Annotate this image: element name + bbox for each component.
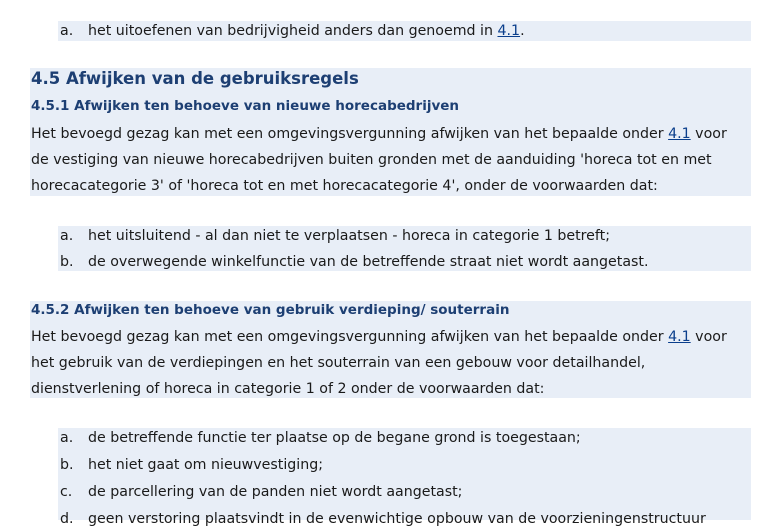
- paragraph-line: [31, 121, 727, 148]
- list-text: de betreffende functie ter plaatse op de begane grond is toegestaan;: [88, 430, 581, 446]
- article-link-4-1[interactable]: 4.1: [668, 329, 691, 345]
- paragraph-text: Het bevoegd gezag kan met een omgevingsvergunning afwijken van het bepaalde onder: [31, 329, 669, 345]
- list-item: [60, 252, 649, 272]
- paragraph-text: voor: [690, 329, 727, 345]
- subsection-title: 4.5.1 Afwijken ten behoeve van nieuwe horecabedrijven: [31, 98, 460, 114]
- list-item: [60, 482, 462, 502]
- list-item: [60, 428, 581, 448]
- list-text: de parcellering van de panden niet wordt aangetast;: [88, 484, 463, 500]
- list-text: de overwegende winkelfunctie van de betreffende straat niet wordt aangetast.: [88, 254, 649, 270]
- paragraph-line: dienstverlening of horeca in categorie 1 of 2 onder de voorwaarden dat:: [31, 381, 545, 397]
- paragraph-line: horecacategorie 3' of 'horeca tot en met horecacategorie 4', onder de voorwaarden dat:: [31, 178, 658, 194]
- paragraph-line: het gebruik van de verdiepingen en het souterrain van een gebouw voor detailhandel,: [31, 355, 646, 371]
- list-label: d.: [60, 511, 74, 527]
- list-item: [60, 21, 525, 41]
- list-text: het niet gaat om nieuwvestiging;: [88, 457, 324, 473]
- paragraph-line: de vestiging van nieuwe horecabedrijven buiten gronden met de aanduiding 'horeca tot en met: [31, 152, 712, 168]
- paragraph-text: Het bevoegd gezag kan met een omgevingsvergunning afwijken van het bepaalde onder: [31, 126, 669, 142]
- paragraph-text: voor: [690, 126, 727, 142]
- section-title: 4.5 Afwijken van de gebruiksregels: [31, 69, 359, 88]
- list-item: [60, 455, 323, 475]
- list-label: c.: [60, 484, 73, 500]
- list-label: b.: [60, 457, 74, 473]
- article-link-4-1[interactable]: 4.1: [668, 126, 691, 142]
- list-label: a.: [60, 23, 74, 39]
- subsection-title: 4.5.2 Afwijken ten behoeve van gebruik verdieping/ souterrain: [31, 302, 510, 318]
- list-item: [60, 226, 610, 246]
- list-label: a.: [60, 430, 74, 446]
- list-item: [60, 509, 706, 529]
- article-link-4-1[interactable]: 4.1: [497, 23, 521, 39]
- list-text: het uitoefenen van bedrijvigheid anders dan genoemd in: [88, 23, 498, 39]
- list-label: b.: [60, 254, 74, 270]
- list-text-tail: .: [520, 23, 525, 39]
- paragraph-line: [31, 324, 727, 351]
- list-label: a.: [60, 228, 74, 244]
- list-text: geen verstoring plaatsvindt in de evenwichtige opbouw van de voorzieningenstructuur: [88, 511, 706, 527]
- list-text: het uitsluitend - al dan niet te verplaatsen - horeca in categorie 1 betreft;: [88, 228, 610, 244]
